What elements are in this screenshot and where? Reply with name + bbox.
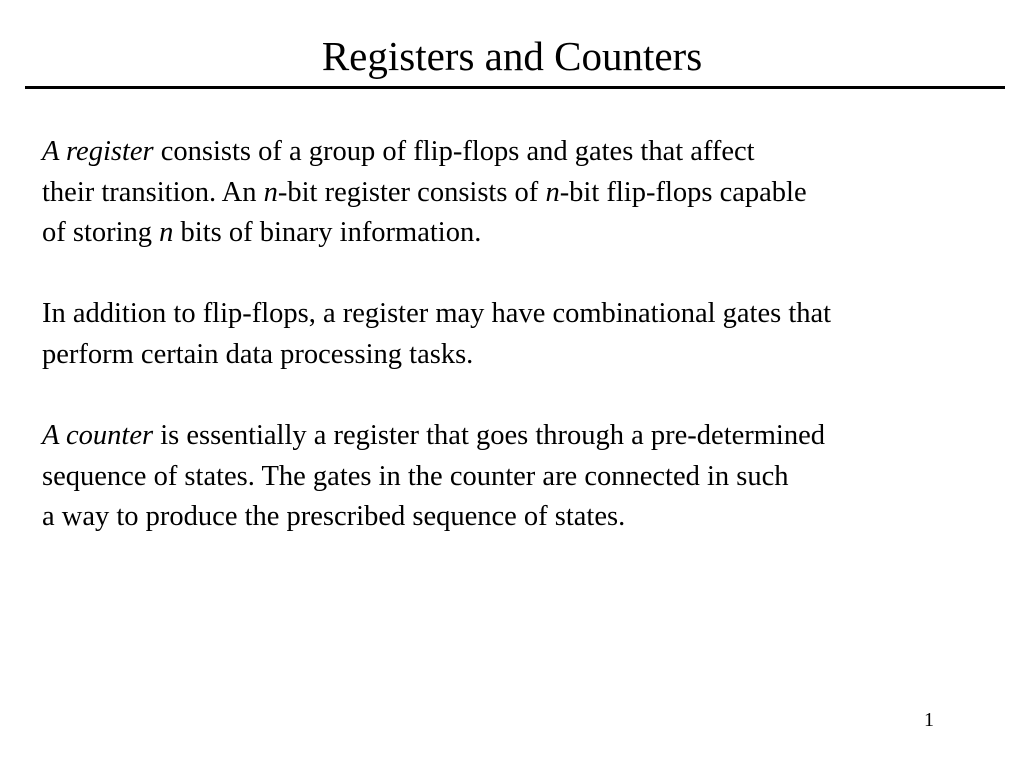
text-run: sequence of states. The gates in the counter are connected in such bbox=[42, 460, 789, 492]
text-run: is essentially a register that goes through a pre-determined bbox=[153, 420, 825, 452]
text-line bbox=[42, 294, 1002, 335]
text-line bbox=[42, 132, 1002, 173]
text-run: bits of binary information. bbox=[173, 217, 482, 249]
text-run: of storing bbox=[42, 217, 160, 249]
slide-title: Registers and Counters bbox=[321, 33, 703, 79]
text-run: consists of a group of flip-flops and gates that affect bbox=[153, 136, 755, 167]
title-divider bbox=[25, 86, 1005, 89]
text-line bbox=[42, 497, 1002, 538]
variable-n: n bbox=[263, 176, 278, 208]
page-number: 1 bbox=[924, 709, 934, 731]
text-run: their transition. An bbox=[42, 176, 264, 208]
text-line bbox=[42, 416, 1002, 457]
text-run: a way to produce the prescribed sequence of states. bbox=[42, 501, 626, 533]
variable-n: n bbox=[545, 176, 560, 208]
slide-body bbox=[42, 132, 1002, 579]
term-counter: A counter bbox=[42, 420, 154, 452]
text-line bbox=[42, 335, 1002, 376]
paragraph-register-definition bbox=[42, 132, 1002, 254]
text-run: -bit flip-flops capable bbox=[559, 176, 807, 208]
paragraph-counter-definition bbox=[42, 416, 1002, 538]
text-line bbox=[42, 173, 1002, 214]
text-run: In addition to flip-flops, a register may have combinational gates that bbox=[42, 298, 832, 330]
text-line bbox=[42, 457, 1002, 498]
text-run: perform certain data processing tasks. bbox=[42, 338, 474, 370]
term-register: A register bbox=[42, 136, 154, 167]
text-line bbox=[42, 213, 1002, 254]
text-run: -bit register consists of bbox=[277, 176, 546, 208]
variable-n: n bbox=[159, 217, 174, 249]
paragraph-combinational-gates bbox=[42, 294, 1002, 375]
